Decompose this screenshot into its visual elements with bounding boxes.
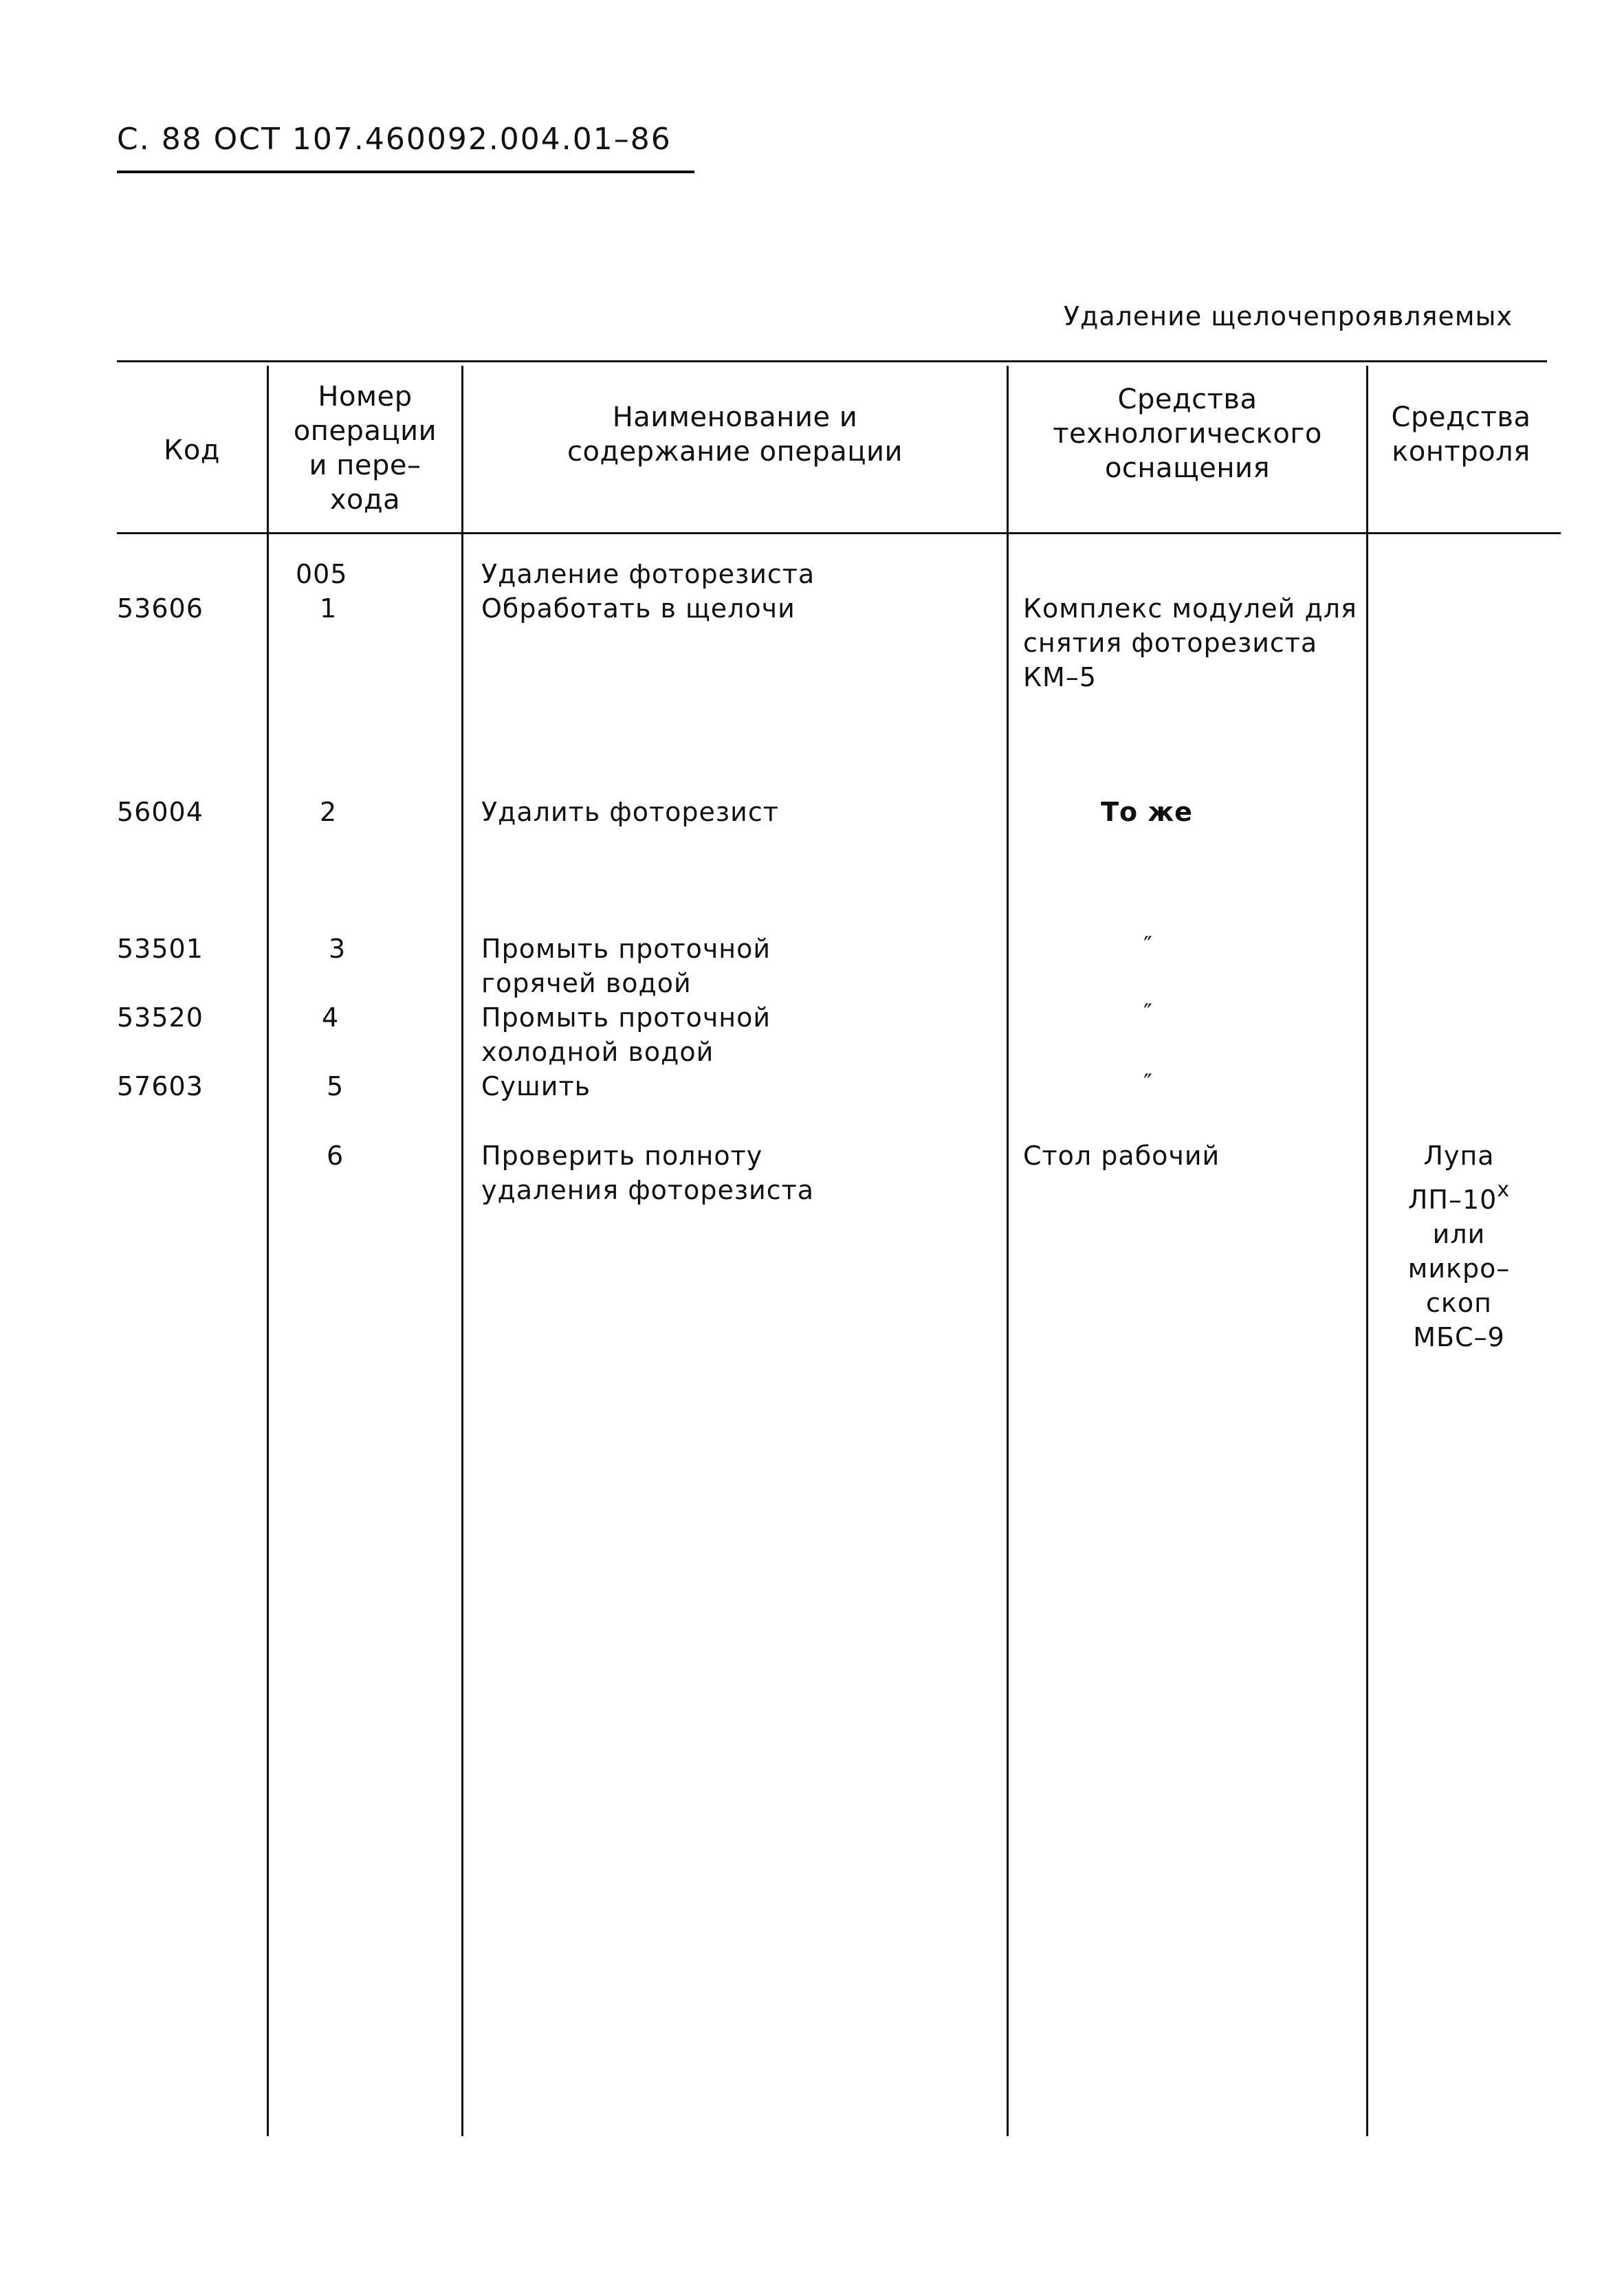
header-name: Наименование и содержание операции [567,402,903,468]
table-top-rule [117,360,1547,362]
ditto-mark: ″ [1143,1069,1153,1097]
page-reference: С. 88 ОСТ 107.460092.004.01–86 [117,122,672,157]
transition-name: Удалить фоторезист [481,797,779,827]
header-equipment: Средства технологического оснащения [1053,384,1322,484]
column-divider-2 [461,366,463,2136]
table-header-rule [117,532,1561,534]
row-code: 53606 [117,593,204,624]
transition-name: Промыть проточной холодной водой [481,1002,771,1067]
operation-name: Удаление фоторезиста [481,559,815,589]
transition-number: 2 [320,797,338,827]
equipment-cell: Стол рабочий [1023,1141,1220,1171]
row-code: 53520 [117,1002,204,1033]
column-divider-3 [1007,366,1009,2136]
control-cell: Лупа ЛП–10$^x$ или микро– скоп МБС–9 [1407,1141,1511,1352]
header-control: Средства контроля [1391,402,1531,468]
row-code: 56004 [117,797,204,827]
transition-number: 1 [320,593,338,624]
transition-name: Сушить [481,1071,591,1101]
equipment-cell: То же [1101,797,1193,827]
row-code: 57603 [117,1071,204,1101]
transition-name: Промыть проточной горячей водой [481,934,771,998]
transition-name: Обработать в щелочи [481,593,795,624]
column-divider-4 [1366,366,1368,2136]
ditto-mark: ″ [1143,999,1153,1026]
header-number: Номер операции и пере– хода [293,381,437,516]
transition-number: 5 [327,1071,344,1101]
row-code: 53501 [117,934,204,964]
column-divider-1 [267,366,269,2136]
transition-number: 4 [322,1002,340,1033]
operation-number: 005 [296,559,348,589]
transition-number: 6 [327,1141,344,1171]
page-reference-underline [117,171,694,173]
transition-number: 3 [329,934,347,964]
equipment-cell: Комплекс модулей для снятия фоторезиста КМ–5 [1023,593,1357,692]
header-code: Код [163,435,221,466]
transition-name: Проверить полноту удаления фоторезиста [481,1141,815,1205]
section-title: Удаление щелочепроявляемых [1063,301,1513,331]
ditto-mark: ″ [1143,932,1153,959]
